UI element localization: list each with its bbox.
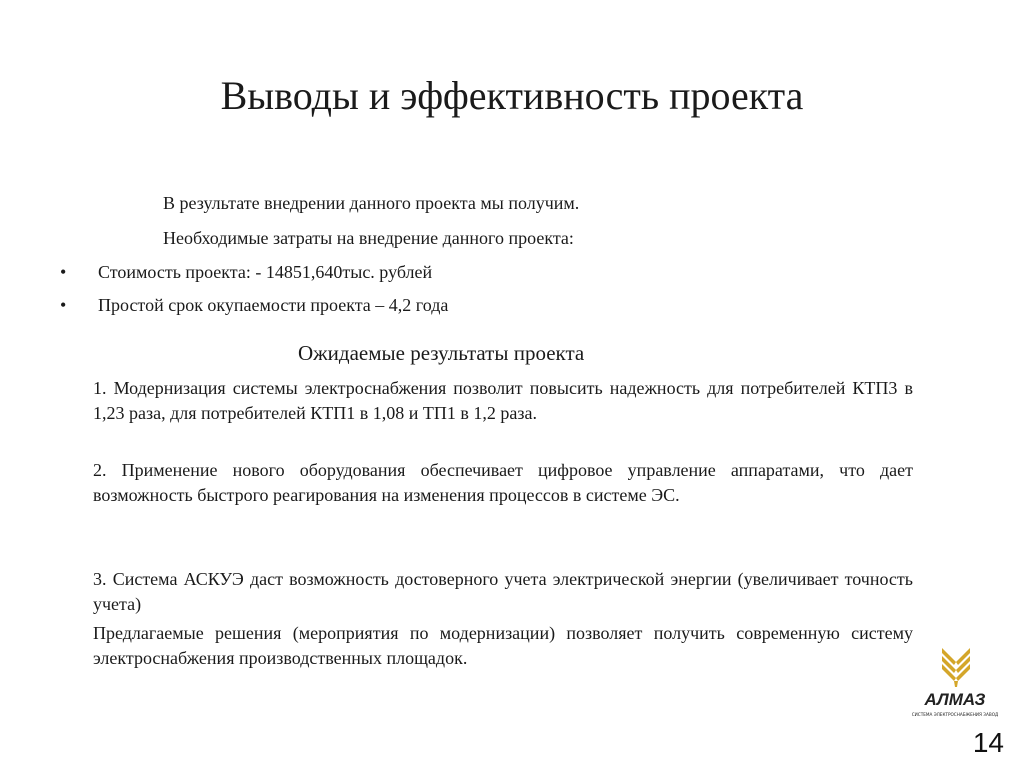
logo-emblem — [942, 648, 970, 687]
page-number: 14 — [972, 727, 1004, 758]
slide-title: Выводы и эффективность проекта — [220, 73, 804, 118]
result-paragraph: 1. Модернизация системы электроснабжения позволит повысить надежность для потребителей КТП3 в 1,23 раза, для потребителей КТП1 в 1,08 и ТП1 в 1,2 раза. — [93, 378, 913, 423]
bullet-marker: • — [60, 295, 67, 315]
result-paragraph: 3. Система АСКУЭ даст возможность достоверного учета электрической энергии (увеличивает точность учета) — [93, 569, 913, 614]
company-logo — [912, 645, 998, 721]
result-paragraph: 2. Применение нового оборудования обеспечивает цифровое управление аппаратами, что дает возможность быстрого реагирования на изменения процессов в системе ЭС. — [93, 460, 913, 505]
logo-tagline: СИСТЕМА ЭЛЕКТРОСНАБЖЕНИЯ ЗАВОД — [912, 712, 998, 717]
bullet-text: Простой срок окупаемости проекта – 4,2 года — [98, 295, 449, 315]
bullet-text: Стоимость проекта: - 14851,640тыс. рублей — [98, 262, 433, 282]
results-heading: Ожидаемые результаты проекта — [298, 341, 585, 365]
intro-line: Необходимые затраты на внедрение данного проекта: — [163, 228, 574, 248]
intro-line: В результате внедрении данного проекта мы получим. — [163, 193, 580, 213]
bullet-item-cost — [60, 261, 432, 283]
result-paragraph: Предлагаемые решения (мероприятия по модернизации) позволяет получить современную систему электроснабжения производственных площадок. — [93, 623, 913, 668]
logo-wordmark: АЛМАЗ — [924, 690, 986, 709]
almaz-logo-icon — [912, 645, 998, 721]
bullet-item-payback — [60, 294, 448, 316]
bullet-marker: • — [60, 262, 67, 282]
